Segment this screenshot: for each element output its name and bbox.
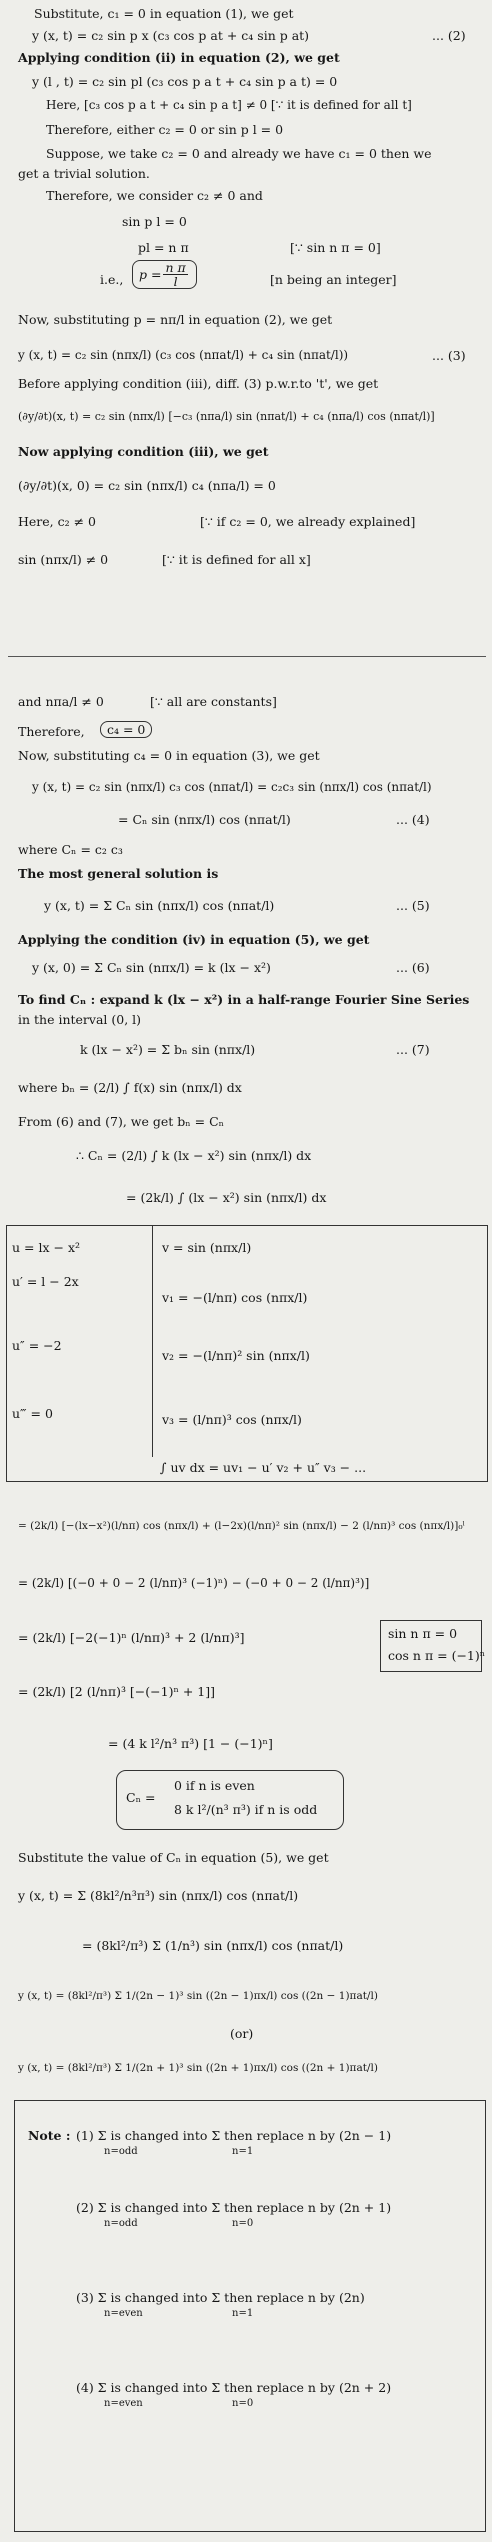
evaluation-step-2: = (2k/l) [(−0 + 0 − 2 (l/nπ)³ (−1)ⁿ) − (−0 + 0 − 2 (l/nπ)³)] bbox=[18, 1576, 370, 1590]
identity-sin: sin n π = 0 bbox=[388, 1626, 458, 1641]
substitute-c1-line: Substitute, c₁ = 0 in equation (1), we get bbox=[34, 6, 294, 21]
cn-label: Cₙ = bbox=[126, 1790, 156, 1805]
apply-condition-iv-heading: Applying the condition (iv) in equation (5), we get bbox=[18, 932, 370, 947]
evaluation-step-4: = (2k/l) [2 (l/nπ)³ [−(−1)ⁿ + 1]] bbox=[18, 1684, 215, 1699]
dy-dt-equation: (∂y/∂t)(x, t) = c₂ sin (nπx/l) [−c₃ (nπa/l) sin (nπat/l) + c₄ (nπa/l) cos (nπat/l)] bbox=[18, 410, 435, 423]
where-bn-line: where bₙ = (2/l) ∫ f(x) sin (nπx/l) dx bbox=[18, 1080, 242, 1095]
note-2-lim-odd: n=odd bbox=[104, 2218, 138, 2229]
pl-reason: [∵ sin n π = 0] bbox=[290, 240, 381, 255]
equation-2: y (x, t) = c₂ sin p x (c₃ cos p at + c₄ sin p at) bbox=[32, 28, 310, 43]
evaluation-step-1: = (2k/l) [−(lx−x²)(l/nπ) cos (nπx/l) + (l−2x)(l/nπ)² sin (nπx/l) − 2 (l/nπ)³ cos (nπx/l)]₀ˡ bbox=[18, 1520, 466, 1532]
table-u: u = lx − x² bbox=[12, 1240, 80, 1255]
equation-tag-2: ... (2) bbox=[432, 28, 466, 43]
equation-tag-4: ... (4) bbox=[396, 812, 430, 827]
sin-not-zero-reason: [∵ it is defined for all x] bbox=[162, 552, 311, 567]
c4-value: c₄ = 0 bbox=[100, 721, 152, 738]
note-1-lim-odd: n=odd bbox=[104, 2146, 138, 2157]
here-c2-line: Here, c₂ ≠ 0 bbox=[18, 514, 97, 529]
cn-case-odd: 8 k l²/(n³ π³) if n is odd bbox=[174, 1802, 318, 1817]
evaluation-step-5: = (4 k l²/n³ π³) [1 − (−1)ⁿ] bbox=[108, 1736, 273, 1751]
and-line: and nπa/l ≠ 0 bbox=[18, 694, 104, 709]
equation-3: y (x, t) = c₂ sin (nπx/l) (c₃ cos (nπat/l) + c₄ sin (nπat/l)) bbox=[18, 348, 349, 362]
fourier-series-line: k (lx − x²) = Σ bₙ sin (nπx/l) bbox=[80, 1042, 256, 1057]
ie-label: i.e., bbox=[100, 272, 124, 287]
evaluation-step-3: = (2k/l) [−2(−1)ⁿ (l/nπ)³ + 2 (l/nπ)³] bbox=[18, 1630, 245, 1645]
final-step-1: y (x, t) = Σ (8kl²/n³π³) sin (nπx/l) cos (nπat/l) bbox=[18, 1888, 299, 1903]
p-den: l bbox=[173, 274, 178, 290]
interval-line: in the interval (0, l) bbox=[18, 1012, 142, 1027]
identity-cos: cos n π = (−1)ⁿ bbox=[388, 1648, 486, 1663]
table-v3: v₃ = (l/nπ)³ cos (nπx/l) bbox=[162, 1412, 302, 1427]
table-v2: v₂ = −(l/nπ)² sin (nπx/l) bbox=[162, 1348, 310, 1363]
c4-boxed bbox=[100, 722, 152, 738]
substitute-c4-line: Now, substituting c₄ = 0 in equation (3), we get bbox=[18, 748, 320, 763]
p-lhs: p = bbox=[139, 266, 162, 282]
y-equation-line-2: = Cₙ sin (nπx/l) cos (nπat/l) bbox=[118, 812, 291, 827]
here-line: Here, [c₃ cos p a t + c₄ sin p a t] ≠ 0 [∵ it is defined for all t] bbox=[46, 98, 412, 112]
equation-6: y (x, 0) = Σ Cₙ sin (nπx/l) = k (lx − x²) bbox=[32, 960, 271, 975]
final-step-2: = (8kl²/π³) Σ (1/n³) sin (nπx/l) cos (nπat/l) bbox=[82, 1938, 344, 1953]
final-step-4: y (x, t) = (8kl²/π³) Σ 1/(2n + 1)³ sin ((2n + 1)πx/l) cos ((2n + 1)πat/l) bbox=[18, 2062, 378, 2074]
consider-line: Therefore, we consider c₂ ≠ 0 and bbox=[46, 188, 263, 203]
to-find-text: To find Cₙ : expand k (lx − x²) in a half-range Fourier Sine Series bbox=[18, 992, 470, 1007]
before-applying-line: Before applying condition (iii), diff. (3) p.w.r.to 't', we get bbox=[18, 376, 379, 391]
equation-y-l-t: y (l , t) = c₂ sin pl (c₃ cos p a t + c₄ sin p a t) = 0 bbox=[32, 74, 338, 89]
note-3-lim-even: n=even bbox=[104, 2308, 143, 2319]
note-3-lim-n1: n=1 bbox=[232, 2308, 254, 2319]
note-4-lim-n0: n=0 bbox=[232, 2398, 254, 2409]
y-equation-line-1: y (x, t) = c₂ sin (nπx/l) c₃ cos (nπat/l) = c₂c₃ sin (nπx/l) cos (nπat/l) bbox=[32, 780, 432, 794]
table-v: v = sin (nπx/l) bbox=[162, 1240, 252, 1255]
pl-line: pl = n π bbox=[138, 240, 189, 255]
table-u2: u″ = −2 bbox=[12, 1338, 62, 1353]
apply-condition-ii-heading: Applying condition (ii) in equation (2), we get bbox=[18, 50, 340, 65]
table-v1: v₁ = −(l/nπ) cos (nπx/l) bbox=[162, 1290, 308, 1305]
and-reason: [∵ all are constants] bbox=[150, 694, 277, 709]
most-general-heading: The most general solution is bbox=[18, 866, 219, 881]
suppose-line-2: get a trivial solution. bbox=[18, 166, 150, 181]
section-divider bbox=[8, 656, 486, 657]
to-find-line bbox=[18, 992, 469, 1008]
apply-condition-iii-heading: Now applying condition (iii), we get bbox=[18, 444, 269, 459]
table-u3: u‴ = 0 bbox=[12, 1406, 53, 1421]
where-cn-line: where Cₙ = c₂ c₃ bbox=[18, 842, 123, 857]
final-step-3: y (x, t) = (8kl²/π³) Σ 1/(2n − 1)³ sin ((2n − 1)πx/l) cos ((2n − 1)πat/l) bbox=[18, 1990, 378, 2002]
cn-case-even: 0 if n is even bbox=[174, 1778, 255, 1793]
table-u1: u′ = l − 2x bbox=[12, 1274, 79, 1289]
p-num: n π bbox=[165, 260, 186, 275]
note-item-1: (1) Σ is changed into Σ then replace n by (2n − 1) bbox=[76, 2128, 392, 2143]
therefore-either-line: Therefore, either c₂ = 0 or sin p l = 0 bbox=[46, 122, 284, 137]
table-divider bbox=[152, 1225, 153, 1457]
cn-integral-2: = (2k/l) ∫ (lx − x²) sin (nπx/l) dx bbox=[126, 1190, 327, 1205]
note-item-2: (2) Σ is changed into Σ then replace n by (2n + 1) bbox=[76, 2200, 392, 2215]
substitute-p-line: Now, substituting p = nπ/l in equation (2), we get bbox=[18, 312, 333, 327]
from-6-7-line: From (6) and (7), we get bₙ = Cₙ bbox=[18, 1114, 225, 1129]
equation-tag-7: ... (7) bbox=[396, 1042, 430, 1057]
equation-tag-3: ... (3) bbox=[432, 348, 466, 363]
substitute-cn-line: Substitute the value of Cₙ in equation (5), we get bbox=[18, 1850, 329, 1865]
equation-tag-5: ... (5) bbox=[396, 898, 430, 913]
cn-integral-1: ∴ Cₙ = (2/l) ∫ k (lx − x²) sin (nπx/l) dx bbox=[76, 1148, 312, 1163]
note-2-lim-n0: n=0 bbox=[232, 2218, 254, 2229]
general-solution: y (x, t) = Σ Cₙ sin (nπx/l) cos (nπat/l) bbox=[44, 898, 275, 913]
note-label: Note : bbox=[28, 2128, 71, 2143]
integration-by-parts-formula: ∫ uv dx = uv₁ − u′ v₂ + u″ v₃ − ... bbox=[160, 1460, 367, 1475]
or-label: (or) bbox=[230, 2026, 254, 2041]
dy-dt-zero-equation: (∂y/∂t)(x, 0) = c₂ sin (nπx/l) c₄ (nπa/l) = 0 bbox=[18, 478, 276, 493]
note-item-3: (3) Σ is changed into Σ then replace n by (2n) bbox=[76, 2290, 365, 2305]
note-1-lim-n1: n=1 bbox=[232, 2146, 254, 2157]
sin-pl-line: sin p l = 0 bbox=[122, 214, 187, 229]
note-item-4: (4) Σ is changed into Σ then replace n by (2n + 2) bbox=[76, 2380, 392, 2395]
p-reason: [n being an integer] bbox=[270, 272, 397, 287]
p-boxed bbox=[132, 260, 197, 289]
suppose-line-1: Suppose, we take c₂ = 0 and already we have c₁ = 0 then we bbox=[46, 146, 432, 161]
therefore-label: Therefore, bbox=[18, 724, 85, 739]
here-c2-reason: [∵ if c₂ = 0, we already explained] bbox=[200, 514, 416, 529]
sin-not-zero-line: sin (nπx/l) ≠ 0 bbox=[18, 552, 109, 567]
equation-tag-6: ... (6) bbox=[396, 960, 430, 975]
note-4-lim-even: n=even bbox=[104, 2398, 143, 2409]
